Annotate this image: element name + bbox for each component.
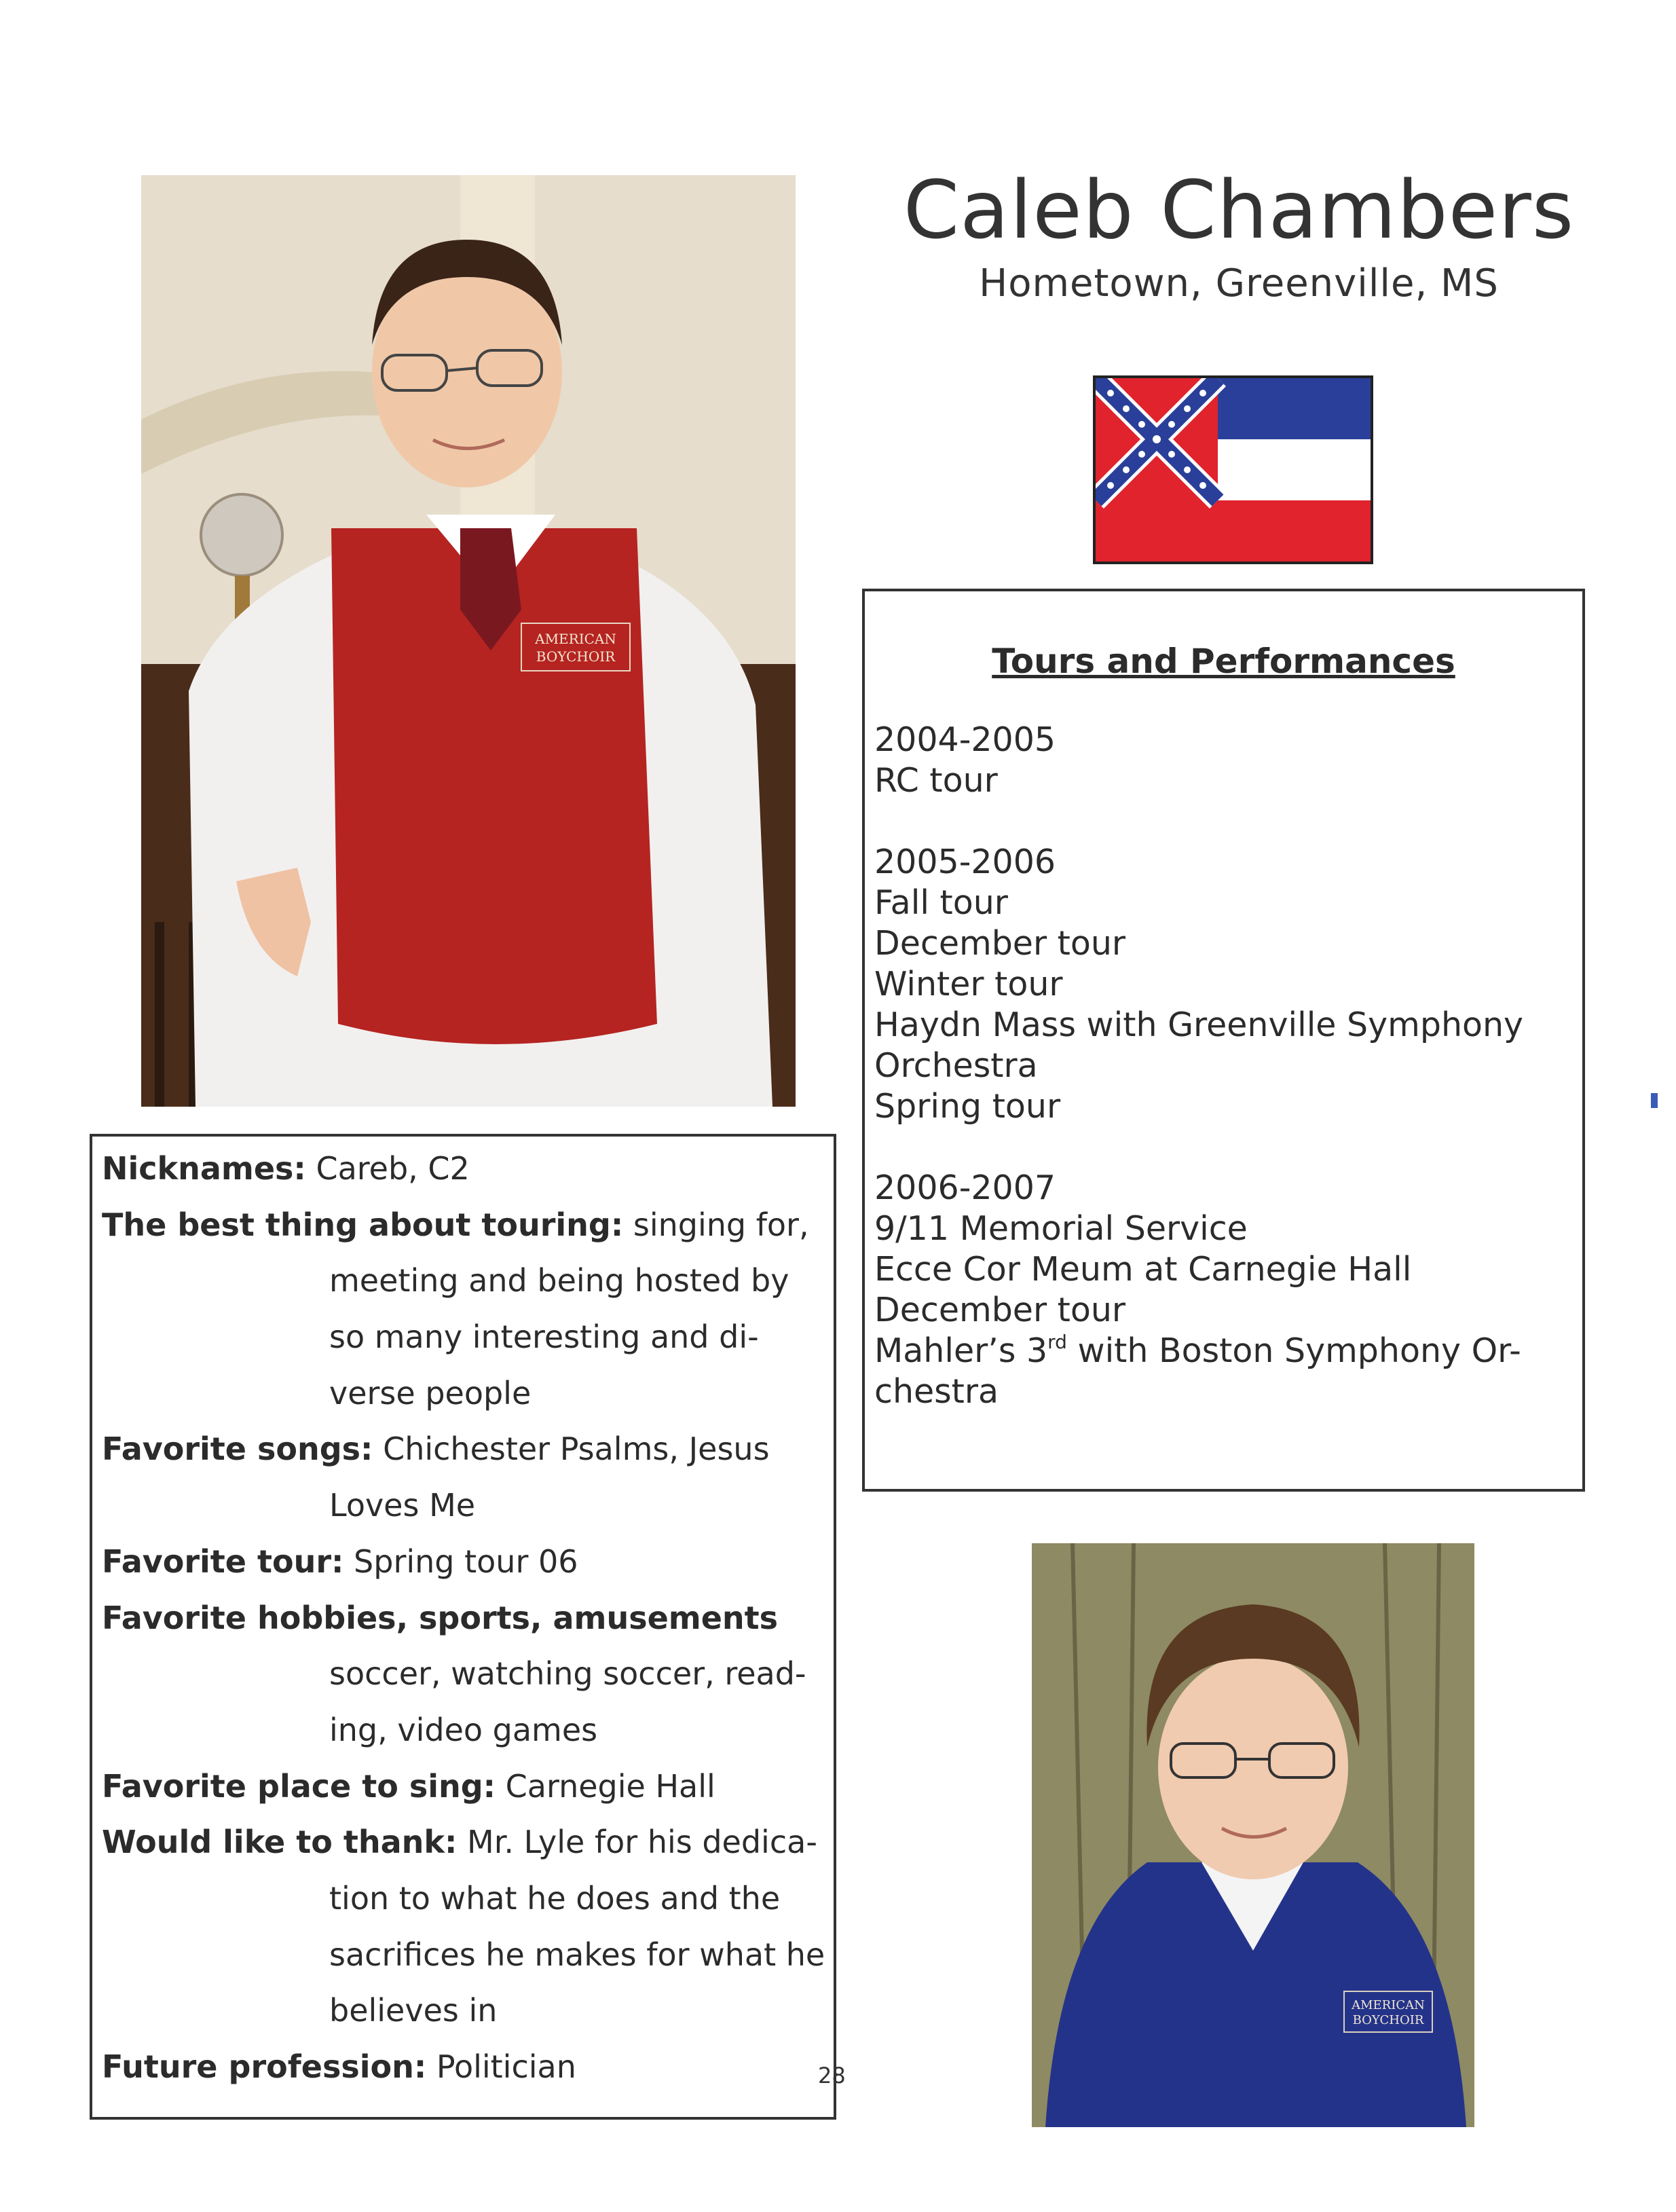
thank-cont: sacrifices he makes for what he [329,1936,825,1973]
thank-row [102,1814,835,1870]
casual-photo [1032,1543,1474,2127]
tour-item: December tour [874,1291,1126,1329]
season-years: 2006-2007 [874,1168,1056,1207]
tour-item-mahler-cont: chestra [874,1372,999,1411]
hobbies-cont: soccer, watching soccer, read- [329,1655,806,1693]
tour-value: Spring tour 06 [343,1543,578,1580]
nicknames-row [102,1141,835,1197]
casual-photo-illustration [1032,1543,1474,2127]
songs-cont: Loves Me [329,1487,476,1524]
thank-value: Mr. Lyle for his dedica- [457,1824,817,1861]
hobbies-label: Favorite hobbies, sports, amusements [102,1599,779,1636]
season-years: 2004-2005 [874,720,1056,759]
nicknames-value: Careb, C2 [305,1150,470,1187]
mahler-post: with Boston Symphony Or- [1066,1331,1521,1370]
scan-edge-mark [1651,1093,1658,1108]
profession-row [102,2039,835,2095]
shirt-badge-line2: BOYCHOIR [1352,2013,1424,2027]
place-value: Carnegie Hall [496,1767,715,1805]
best-thing-value: singing for, [623,1206,809,1243]
profession-label: Future profession: [102,2048,427,2085]
place-row [102,1758,835,1815]
tour-item: December tour [874,924,1126,963]
mahler-pre: Mahler’s 3 [874,1331,1048,1370]
songs-label: Favorite songs: [102,1431,373,1468]
tour-item: Spring tour [874,1087,1061,1126]
profession-value: Politician [426,2048,576,2085]
tour-item: 9/11 Memorial Service [874,1209,1248,1248]
thank-cont: believes in [329,1992,498,2029]
tour-item: Haydn Mass with Greenville Symphony [874,1006,1524,1044]
tour-item: RC tour [874,761,998,800]
profile-details [102,1141,835,2095]
tour-item-mahler [874,1331,1580,1371]
nicknames-label: Nicknames: [102,1150,306,1187]
best-thing-cont: verse people [329,1374,532,1412]
place-label: Favorite place to sing: [102,1767,496,1805]
hobbies-cont: ing, video games [329,1711,598,1748]
best-thing-cont: meeting and being hosted by [329,1262,789,1299]
page-number: 28 [818,2063,846,2088]
tour-item: Winter tour [874,965,1063,1003]
student-name: Caleb Chambers [903,163,1575,257]
tours-list [874,720,1580,1412]
mississippi-state-flag-icon [1093,375,1373,564]
best-thing-label: The best thing about touring: [102,1206,624,1243]
spacer [874,801,1580,842]
songs-row [102,1421,835,1477]
mahler-sup: rd [1047,1331,1067,1353]
tour-item: Ecce Cor Meum at Carnegie Hall [874,1250,1412,1289]
thank-label: Would like to thank: [102,1824,458,1861]
shirt-badge-line1: AMERICAN [1352,1998,1425,2012]
songs-value: Chichester Psalms, Jesus [373,1431,770,1468]
hobbies-row [102,1590,835,1646]
thank-cont: tion to what he does and the [329,1879,781,1917]
tour-row [102,1534,835,1590]
vest-badge-line1: AMERICAN [535,631,616,647]
vest-badge-line2: BOYCHOIR [536,648,616,665]
portrait-photo [141,175,796,1107]
tours-title: Tours and Performances [992,642,1455,681]
hometown: Hometown, Greenville, MS [979,261,1499,306]
tour-item: Orchestra [874,1046,1038,1085]
best-thing-row [102,1197,835,1253]
best-thing-cont: so many interesting and di- [329,1319,759,1356]
spacer [874,1127,1580,1168]
tour-label: Favorite tour: [102,1543,344,1580]
portrait-photo-illustration [141,175,796,1107]
season-years: 2005-2006 [874,843,1056,881]
tour-item: Fall tour [874,883,1008,922]
